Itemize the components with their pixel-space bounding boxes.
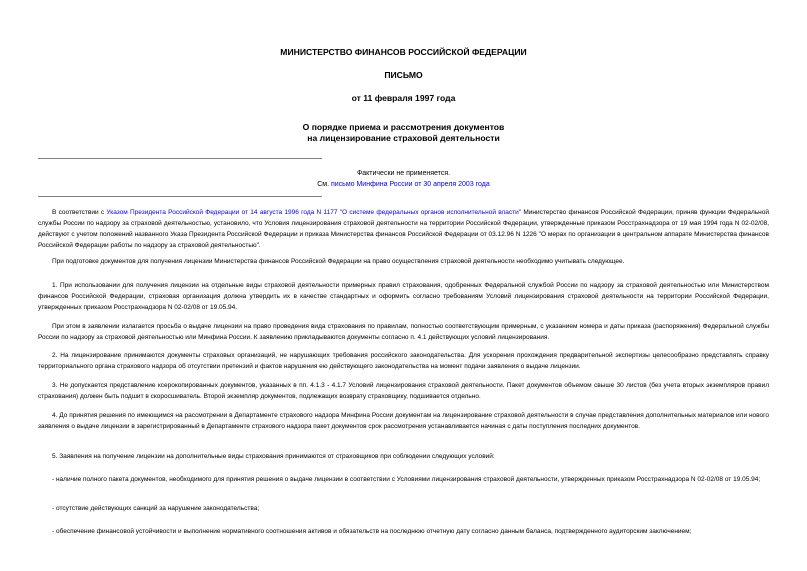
status-note-text: Фактически не применяется. xyxy=(356,170,451,177)
paragraph-item-5: 5. Заявления на получение лицензии на дополнительные виды страхования принимаются от страховщиков при соблюдении следующих условий: xyxy=(52,453,495,460)
condition-financial-stability: - обеспечение финансовой устойчивости и выполнение нормативного соотношения активов и обязательств на последнюю отчетную дату согласно данным баланса, подтвержденного аудиторским заключением; xyxy=(52,528,692,535)
paragraph-intro-end: Министерство финансов Российской Федерации, приняв функции Федеральной службы России по надзору за страховой деятельностью, установило, что Условия лицензирования страховой деятельности на территории Российской Федерации, утвержденные приказом Росстрахнадзора от 19 мая 1994 года N 02-02/08, действуют с учетом положений названного Указа Президента Российской Федерации и приказа Министерства финансов Российской Федерации от 03.12.96 N 1226 "О мерах по организации в центральном аппарате Министерства финансов Российской Федерации работы по надзору за страховой деятельностью". xyxy=(38,209,769,249)
paragraph-intro-start: В соответствии с xyxy=(52,209,107,216)
paragraph-preparation: При подготовке документов для получения лицензии Министерства финансов Российской Федерации на право осуществления страховой деятельности необходимо учитывать следующее. xyxy=(52,258,625,265)
bottom-divider xyxy=(38,196,322,197)
paragraph-application: При этом в заявлении излагается просьба о выдаче лицензии на право проведения вида страхования по правилам, полностью соответствующим примерным, с указанием номера и даты приказа (распоряжения) Федеральной службы России по надзору за страховой деятельностью или Минфина России. К заявлению прикладываются документы согласно п. 4.1 действующих условий лицензирования. xyxy=(38,323,769,341)
paragraph-intro xyxy=(38,207,769,251)
presidential-decree-link[interactable]: Указом Президента Российской Федерации от 14 августа 1996 года N 1177 "О системе федеральных органов исполнительной власти" xyxy=(106,209,522,216)
ministry-heading: МИНИСТЕРСТВО ФИНАНСОВ РОССИЙСКОЙ ФЕДЕРАЦИИ xyxy=(280,47,527,57)
status-note-prefix: См. xyxy=(317,181,330,188)
condition-full-package: - наличие полного пакета документов, необходимого для принятия решения о выдаче лицензии в соответствии с Условиями лицензирования страховой деятельности, утвержденных приказом Росстрахнадзора N 02-02/08 от 19.05.94; xyxy=(52,476,761,483)
paragraph-item-2: 2. На лицензирование принимаются документы страховых организаций, не нарушающих требования российского законодательства. Для ускорения прохождения предварительной экспертизы целесообразно представлять справку территориального органа страхового надзора об отсутствии претензий и фактов нарушения ею действующего законодательства на момент подачи заявления о выдаче лицензии. xyxy=(38,352,769,370)
document-title-line2: на лицензирование страховой деятельности xyxy=(307,133,500,143)
document-type: ПИСЬМО xyxy=(384,70,423,80)
document-title-line1: О порядке приема и рассмотрения документов xyxy=(302,122,505,132)
status-note-reference xyxy=(0,180,807,190)
top-divider xyxy=(38,158,322,159)
paragraph-item-3: 3. Не допускается представление ксерокопированных документов, указанных в пп. 4.1.3 - 4.1.7 Условий лицензирования страховой деятельности. Пакет документов объемом свыше 30 листов (без учета вторых экземпляров правил страхования) должен быть подшит в скоросшиватель. Второй экземпляр документов, подлежащих возврату страховщику, подшивается отдельно. xyxy=(38,382,769,400)
condition-no-sanctions: - отсутствие действующих санкций за нарушение законодательства; xyxy=(52,505,260,512)
replacement-letter-link[interactable]: письмо Минфина России от 30 апреля 2003 года xyxy=(330,181,490,188)
paragraph-item-4: 4. До принятия решения по имеющимся на рассмотрении в Департаменте страхового надзора Минфина России документам на лицензирование страховой деятельности в случае представления дополнительных материалов или нового заявления о выдаче лицензии в зарегистрированный в Департаменте страхового надзора пакет документов срок рассмотрения устанавливается начиная с даты поступления последних документов. xyxy=(38,412,769,430)
document-date: от 11 февраля 1997 года xyxy=(351,93,456,103)
paragraph-item-1: 1. При использовании для получения лицензии на отдельные виды страховой деятельности примерных правил страхования, одобренных Федеральной службой России по надзору за страховой деятельностью или Министерством финансов Российской Федерации, страховая организация должна утвердить их в качестве стандартных и оформить согласно требованиям Условий лицензирования страховой деятельности на территории Российской Федерации, утвержденных приказом Росстрахнадзора N 02-02/08 от 19.05.94. xyxy=(38,282,769,311)
